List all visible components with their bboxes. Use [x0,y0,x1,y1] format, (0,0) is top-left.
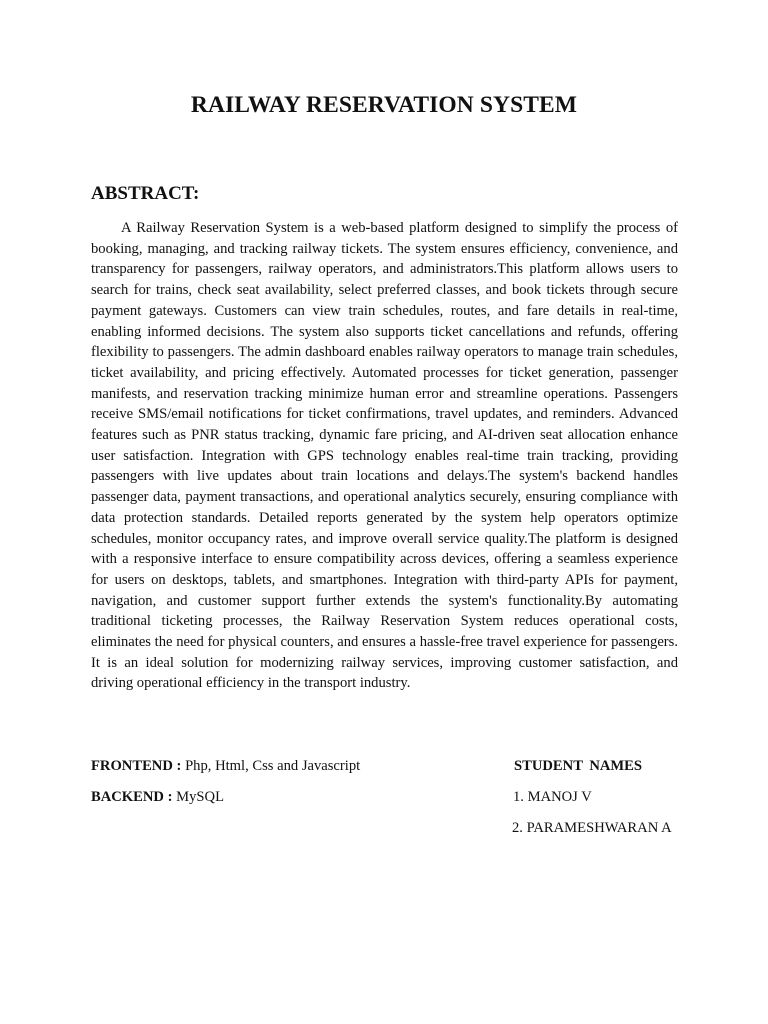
backend-value: MySQL [176,789,224,805]
student-name: 2. PARAMESHWARAN A [512,820,672,836]
abstract-paragraph: A Railway Reservation System is a web-based platform designed to simplify the process of booking, managing, and tracking railway tickets. The system ensures efficiency, convenience, and transparency for passengers, railway operators, and administrators.This platform allows users to search for trains, check seat availability, select preferred classes, and book tickets through secure payment gateways. Customers can view train schedules, routes, and fare details in real-time, enabling informed decisions. The system also supports ticket cancellations and refunds, offering flexibility to passengers. The admin dashboard enables railway operators to manage train schedules, ticket availability, and pricing effectively. Automated processes for ticket generation, passenger manifests, and reservation tracking minimize human error and streamline operations. Passengers receive SMS/email notifications for ticket confirmations, travel updates, and reminders. Advanced features such as PNR status tracking, dynamic fare pricing, and AI-driven seat allocation enhance user satisfaction. Integration with GPS technology enables real-time train tracking, providing passengers with live updates about train locations and delays.The system's backend handles passenger data, payment transactions, and operational analytics securely, ensuring compliance with data protection standards. Detailed reports generated by the system help operators optimize schedules, monitor occupancy rates, and improve overall service quality.The platform is designed with a responsive interface to ensure compatibility across devices, offering a seamless experience for users on desktops, tablets, and smartphones. Integration with third-party APIs for payment, navigation, and customer support further extends the system's functionality.By automating traditional ticketing processes, the Railway Reservation System reduces operational costs, eliminates the need for physical counters, and ensures a hassle-free travel experience for passengers. It is an ideal solution for modernizing railway services, improving customer satisfaction, and driving operational efficiency in the transport industry. [91,220,678,692]
frontend-label: FRONTEND : [91,758,182,774]
page-title: RAILWAY RESERVATION SYSTEM [190,92,578,118]
frontend-value: Php, Html, Css and Javascript [185,758,361,774]
student-name: 1. MANOJ V [513,789,592,805]
backend-info [91,789,224,806]
abstract-heading: ABSTRACT: [91,183,200,204]
frontend-info [91,758,360,775]
student-names-heading: STUDENT NAMES [514,758,643,774]
student-names-block [510,758,672,836]
backend-label: BACKEND : [91,789,173,805]
